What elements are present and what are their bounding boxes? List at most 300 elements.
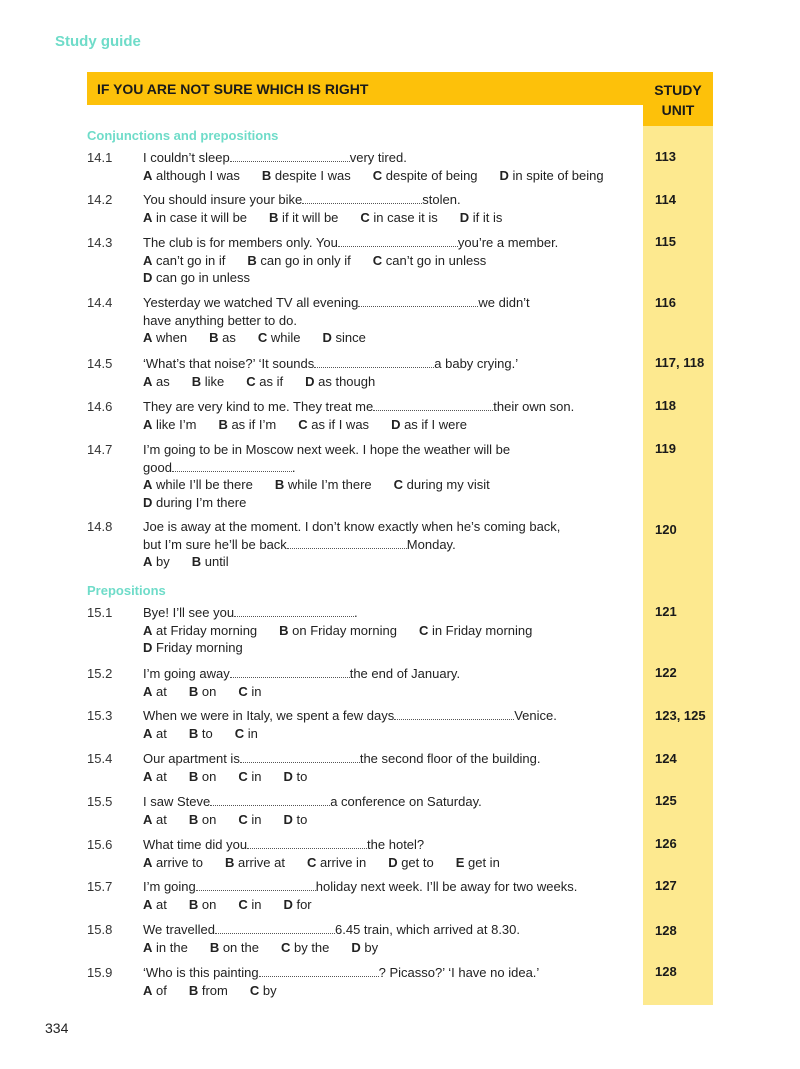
- answer-option: [218, 417, 276, 432]
- option-letter: D: [351, 939, 361, 955]
- question-text: [143, 355, 647, 373]
- question-body: [143, 964, 647, 999]
- option-text: arrive to: [152, 854, 203, 870]
- answer-option: [373, 253, 486, 268]
- question-number: 14.8: [87, 519, 113, 534]
- option-letter: D: [143, 640, 153, 655]
- option-letter: D: [459, 209, 470, 225]
- option-letter: C: [298, 416, 308, 432]
- option-text: on: [198, 896, 217, 912]
- study-unit-header-line2: UNIT: [661, 102, 695, 118]
- question-text-before: good: [143, 459, 172, 475]
- question-text-after: very tired.: [349, 150, 407, 165]
- question-number: 15.1: [87, 605, 113, 620]
- question-text-before: I’m going to be in Moscow next week. I hope the weather will be: [143, 442, 511, 457]
- question-text-after: 6.45 train, which arrived at 8.30.: [335, 922, 521, 937]
- option-letter: C: [257, 330, 268, 345]
- answer-option: [210, 940, 259, 955]
- option-letter: C: [246, 373, 256, 389]
- study-unit-ref: 116: [655, 295, 676, 310]
- option-text: in: [247, 811, 262, 827]
- question-item: [87, 441, 647, 511]
- option-text: since: [331, 330, 366, 345]
- question-text-before: ‘Who is this painting: [143, 965, 259, 980]
- option-letter: A: [143, 477, 153, 492]
- answer-option: [143, 897, 167, 912]
- answer-option: [250, 983, 277, 998]
- option-text: during my visit: [403, 477, 490, 492]
- question-text-after: Monday.: [406, 536, 456, 552]
- study-unit-ref: 127: [655, 878, 677, 893]
- option-text: in case it will be: [152, 209, 248, 225]
- question-body: [143, 149, 647, 184]
- question-text-before: The club is for members only. You: [143, 235, 338, 250]
- option-text: while I’ll be there: [152, 477, 253, 492]
- option-letter: B: [188, 768, 199, 784]
- question-text-before: Joe is away at the moment. I don’t know exactly when he’s coming back,: [143, 519, 561, 534]
- options-row: [143, 811, 647, 829]
- question-text: [143, 707, 647, 725]
- question-text: [143, 191, 647, 209]
- question-body: [143, 518, 647, 571]
- options-row: [143, 725, 647, 743]
- question-text-continued: [143, 536, 647, 554]
- question-item: [87, 921, 647, 956]
- option-letter: B: [191, 554, 202, 569]
- question-body: [143, 294, 647, 347]
- question-number: 14.4: [87, 295, 113, 310]
- question-number: 15.9: [87, 965, 113, 980]
- answer-option: [305, 374, 375, 389]
- option-letter: A: [143, 896, 153, 912]
- answer-option: [388, 855, 434, 870]
- option-text: in: [244, 725, 258, 741]
- study-unit-ref: 122: [655, 665, 677, 680]
- option-text: on: [198, 768, 217, 784]
- answer-option: [238, 812, 261, 827]
- question-body: [143, 793, 647, 828]
- answer-option: [262, 168, 351, 183]
- question-text-after: ? Picasso?’ ‘I have no idea.’: [378, 965, 540, 980]
- option-text: from: [198, 982, 228, 998]
- section-title: Conjunctions and prepositions: [87, 128, 279, 143]
- option-letter: B: [188, 982, 199, 998]
- option-letter: C: [238, 811, 248, 827]
- question-text-after: .: [291, 459, 296, 475]
- page-number: 334: [45, 1020, 69, 1036]
- option-text: although I was: [152, 167, 240, 183]
- option-letter: B: [188, 683, 199, 699]
- option-letter: D: [283, 811, 293, 827]
- options-row: [143, 939, 647, 957]
- option-text: in case it is: [369, 209, 438, 225]
- answer-blank: [373, 400, 493, 411]
- question-body: [143, 604, 647, 657]
- answer-blank: [196, 880, 316, 891]
- option-text: of: [152, 982, 167, 998]
- question-item: [87, 750, 647, 785]
- answer-option: [143, 210, 247, 225]
- answer-option: [238, 769, 261, 784]
- option-text: as: [152, 373, 170, 389]
- option-letter: D: [388, 854, 398, 870]
- question-text-after: .: [354, 605, 358, 620]
- question-item: [87, 234, 647, 287]
- option-letter: A: [143, 554, 153, 569]
- answer-blank: [314, 357, 434, 368]
- option-letter: D: [391, 416, 401, 432]
- option-text: despite I was: [271, 167, 351, 183]
- question-text-before: I’m going: [143, 879, 196, 894]
- question-text: [143, 964, 647, 982]
- section-title: Prepositions: [87, 583, 166, 598]
- option-text: while I’m there: [284, 477, 372, 492]
- table-header: [87, 72, 713, 105]
- answer-option: [143, 640, 243, 655]
- study-unit-ref: 115: [655, 234, 676, 249]
- study-unit-ref: 125: [655, 793, 677, 808]
- option-letter: B: [188, 896, 199, 912]
- question-number: 14.3: [87, 235, 113, 250]
- answer-option: [238, 684, 261, 699]
- option-letter: C: [280, 939, 291, 955]
- options-row: [143, 167, 647, 185]
- option-text: at: [152, 768, 167, 784]
- answer-option: [189, 684, 216, 699]
- option-letter: A: [143, 768, 153, 784]
- question-text-before: Bye! I’ll see you: [143, 605, 235, 620]
- options-row: [143, 476, 647, 494]
- question-text: [143, 750, 647, 768]
- study-unit-header: [643, 72, 713, 126]
- option-text: on: [198, 811, 217, 827]
- option-text: get to: [397, 854, 434, 870]
- option-text: if it is: [469, 209, 503, 225]
- option-text: in: [247, 768, 262, 784]
- question-body: [143, 878, 647, 913]
- answer-option: [460, 210, 503, 225]
- question-item: [87, 191, 647, 226]
- question-text-after: a conference on Saturday.: [330, 794, 482, 809]
- option-text: on the: [219, 939, 259, 955]
- question-text: [143, 398, 647, 416]
- question-body: [143, 707, 647, 742]
- option-text: while: [267, 330, 301, 345]
- study-unit-column: [643, 72, 713, 1005]
- answer-option: [419, 623, 532, 638]
- question-text: [143, 518, 647, 536]
- option-letter: B: [224, 854, 235, 870]
- question-number: 14.6: [87, 399, 113, 414]
- answer-option: [275, 477, 372, 492]
- question-number: 15.8: [87, 922, 113, 937]
- question-text-before: They are very kind to me. They treat me: [143, 399, 374, 414]
- answer-option: [394, 477, 490, 492]
- answer-option: [500, 168, 604, 183]
- study-unit-header-line1: STUDY: [654, 82, 702, 98]
- question-number: 15.4: [87, 751, 113, 766]
- option-letter: A: [143, 683, 153, 699]
- option-letter: D: [283, 768, 293, 784]
- study-unit-ref: 118: [655, 398, 676, 413]
- answer-option: [143, 554, 170, 569]
- option-text: in: [247, 683, 262, 699]
- question-number: 14.1: [87, 150, 113, 165]
- answer-blank: [247, 838, 367, 849]
- question-text-after: the end of January.: [349, 666, 461, 681]
- question-body: [143, 355, 647, 390]
- question-text-before: You should insure your bike: [143, 192, 303, 207]
- question-number: 15.2: [87, 666, 113, 681]
- option-letter: A: [143, 330, 153, 345]
- question-text-before: What time did you: [143, 837, 248, 852]
- answer-option: [143, 168, 240, 183]
- study-unit-ref: 126: [655, 836, 677, 851]
- option-text: as if: [255, 373, 284, 389]
- answer-blank: [240, 752, 360, 763]
- option-text: can’t go in if: [152, 252, 226, 268]
- question-item: [87, 836, 647, 871]
- answer-option: [391, 417, 467, 432]
- answer-option: [322, 330, 365, 345]
- option-letter: D: [499, 167, 509, 183]
- answer-option: [279, 623, 397, 638]
- answer-option: [269, 210, 338, 225]
- option-text: Friday morning: [152, 640, 243, 655]
- option-text: for: [292, 896, 312, 912]
- answer-option: [235, 726, 258, 741]
- question-item: [87, 665, 647, 700]
- option-text: arrive in: [316, 854, 367, 870]
- answer-option: [143, 477, 253, 492]
- option-letter: B: [274, 477, 285, 492]
- option-text: when: [152, 330, 188, 345]
- options-row: [143, 639, 647, 657]
- question-item: [87, 294, 647, 347]
- answer-option: [189, 769, 216, 784]
- answer-option: [192, 374, 225, 389]
- option-letter: B: [209, 330, 219, 345]
- option-letter: D: [143, 270, 153, 285]
- study-unit-ref: 113: [655, 149, 676, 164]
- answer-blank: [287, 538, 407, 549]
- answer-option: [283, 897, 311, 912]
- options-row: [143, 854, 647, 872]
- option-text: in the: [152, 939, 188, 955]
- option-text: in: [247, 896, 262, 912]
- option-letter: B: [188, 811, 199, 827]
- question-text: [143, 604, 647, 622]
- option-letter: A: [143, 252, 153, 268]
- study-unit-ref: 117, 118: [655, 355, 705, 370]
- option-text: can go in only if: [256, 252, 351, 268]
- answer-option: [143, 726, 167, 741]
- study-unit-ref: 128: [655, 923, 677, 938]
- study-unit-ref: 114: [655, 192, 676, 207]
- option-text: can’t go in unless: [382, 252, 487, 268]
- question-number: 15.3: [87, 708, 113, 723]
- answer-option: [143, 623, 257, 638]
- answer-option: [225, 855, 285, 870]
- option-text: at: [152, 811, 167, 827]
- option-text: as though: [314, 373, 376, 389]
- options-row: [143, 896, 647, 914]
- question-body: [143, 836, 647, 871]
- option-letter: A: [143, 811, 153, 827]
- option-letter: B: [247, 252, 257, 268]
- option-text: as if I was: [307, 416, 370, 432]
- question-text-before: but I’m sure he’ll be back: [143, 536, 287, 552]
- option-letter: C: [360, 209, 370, 225]
- question-item: [87, 793, 647, 828]
- question-text-continued: [143, 459, 647, 477]
- question-text: [143, 836, 647, 854]
- answer-option: [143, 270, 250, 285]
- question-text-after: the hotel?: [367, 837, 425, 852]
- option-letter: E: [455, 854, 465, 870]
- question-number: 15.6: [87, 837, 113, 852]
- option-text: by the: [290, 939, 330, 955]
- answer-option: [238, 897, 261, 912]
- options-row: [143, 373, 647, 391]
- answer-option: [281, 940, 329, 955]
- answer-blank: [230, 667, 350, 678]
- question-item: [87, 398, 647, 433]
- options-row: [143, 416, 647, 434]
- answer-option: [307, 855, 366, 870]
- option-letter: C: [372, 167, 383, 183]
- options-row: [143, 553, 647, 571]
- answer-blank: [338, 236, 458, 247]
- answer-option: [143, 769, 167, 784]
- question-text-before: Yesterday we watched TV all evening: [143, 295, 359, 310]
- option-text: by: [152, 554, 170, 569]
- question-text: [143, 441, 647, 459]
- option-text: like I’m: [152, 416, 197, 432]
- option-letter: B: [188, 725, 199, 741]
- option-letter: C: [393, 477, 404, 492]
- question-body: [143, 441, 647, 511]
- option-text: during I’m there: [152, 494, 247, 510]
- answer-option: [189, 812, 216, 827]
- answer-option: [143, 812, 167, 827]
- study-unit-ref: 119: [655, 441, 676, 456]
- question-text: [143, 665, 647, 683]
- question-text-before: When we were in Italy, we spent a few days: [143, 708, 395, 723]
- question-text-after: their own son.: [493, 399, 575, 414]
- option-letter: A: [143, 725, 153, 741]
- option-text: on: [198, 683, 217, 699]
- question-text-after: stolen.: [422, 192, 461, 207]
- option-text: at Friday morning: [152, 622, 258, 638]
- option-letter: A: [143, 622, 153, 638]
- question-number: 14.5: [87, 356, 113, 371]
- question-text: [143, 921, 647, 939]
- option-text: if it will be: [278, 209, 339, 225]
- question-body: [143, 750, 647, 785]
- question-text-before: ‘What’s that noise?’ ‘It sounds: [143, 356, 315, 371]
- answer-blank: [210, 795, 330, 806]
- option-letter: B: [269, 209, 279, 225]
- option-letter: C: [234, 725, 245, 741]
- study-unit-ref: 124: [655, 751, 677, 766]
- option-letter: B: [279, 622, 289, 638]
- answer-option: [189, 726, 213, 741]
- option-letter: C: [249, 982, 260, 998]
- options-row: [143, 683, 647, 701]
- option-letter: D: [305, 373, 315, 389]
- question-item: [87, 878, 647, 913]
- option-text: as: [218, 330, 236, 345]
- options-row: [143, 494, 647, 512]
- question-body: [143, 921, 647, 956]
- option-text: in Friday morning: [428, 622, 533, 638]
- answer-option: [373, 168, 478, 183]
- answer-blank: [358, 296, 478, 307]
- question-text: [143, 878, 647, 896]
- study-unit-ref: 128: [655, 964, 677, 979]
- options-row: [143, 329, 647, 347]
- header-title: IF YOU ARE NOT SURE WHICH IS RIGHT: [97, 81, 369, 97]
- answer-option: [143, 417, 196, 432]
- answer-option: [143, 374, 170, 389]
- option-text: as if I’m: [227, 416, 277, 432]
- option-text: at: [152, 725, 167, 741]
- answer-option: [456, 855, 500, 870]
- answer-option: [298, 417, 369, 432]
- answer-blank: [215, 923, 335, 934]
- answer-option: [143, 253, 225, 268]
- study-guide-label: Study guide: [55, 33, 141, 50]
- answer-blank: [259, 966, 379, 977]
- question-text: [143, 294, 647, 312]
- option-letter: C: [306, 854, 317, 870]
- option-text: as if I were: [400, 416, 467, 432]
- option-letter: A: [143, 209, 153, 225]
- option-text: by: [259, 982, 277, 998]
- answer-option: [351, 940, 378, 955]
- study-unit-ref: 120: [655, 522, 677, 537]
- option-letter: A: [143, 373, 153, 389]
- answer-blank: [394, 709, 514, 720]
- answer-option: [192, 554, 229, 569]
- question-number: 15.7: [87, 879, 113, 894]
- option-text: despite of being: [382, 167, 478, 183]
- answer-blank: [230, 151, 350, 162]
- answer-option: [143, 330, 187, 345]
- question-text-after: a baby crying.’: [434, 356, 519, 371]
- study-unit-ref: 123, 125: [655, 708, 706, 723]
- answer-option: [143, 940, 188, 955]
- option-letter: D: [322, 330, 332, 345]
- options-row: [143, 252, 647, 270]
- question-text-after: you’re a member.: [457, 235, 559, 250]
- option-letter: C: [238, 768, 248, 784]
- answer-option: [283, 769, 307, 784]
- answer-blank: [302, 193, 422, 204]
- option-letter: B: [191, 373, 202, 389]
- option-text: like: [201, 373, 225, 389]
- question-text: [143, 234, 647, 252]
- option-text: in spite of being: [508, 167, 604, 183]
- option-text: get in: [464, 854, 500, 870]
- option-text: until: [201, 554, 229, 569]
- option-letter: C: [418, 622, 429, 638]
- option-text: to: [198, 725, 213, 741]
- answer-option: [143, 495, 246, 510]
- option-letter: D: [283, 896, 293, 912]
- question-text-continued: have anything better to do.: [143, 312, 297, 328]
